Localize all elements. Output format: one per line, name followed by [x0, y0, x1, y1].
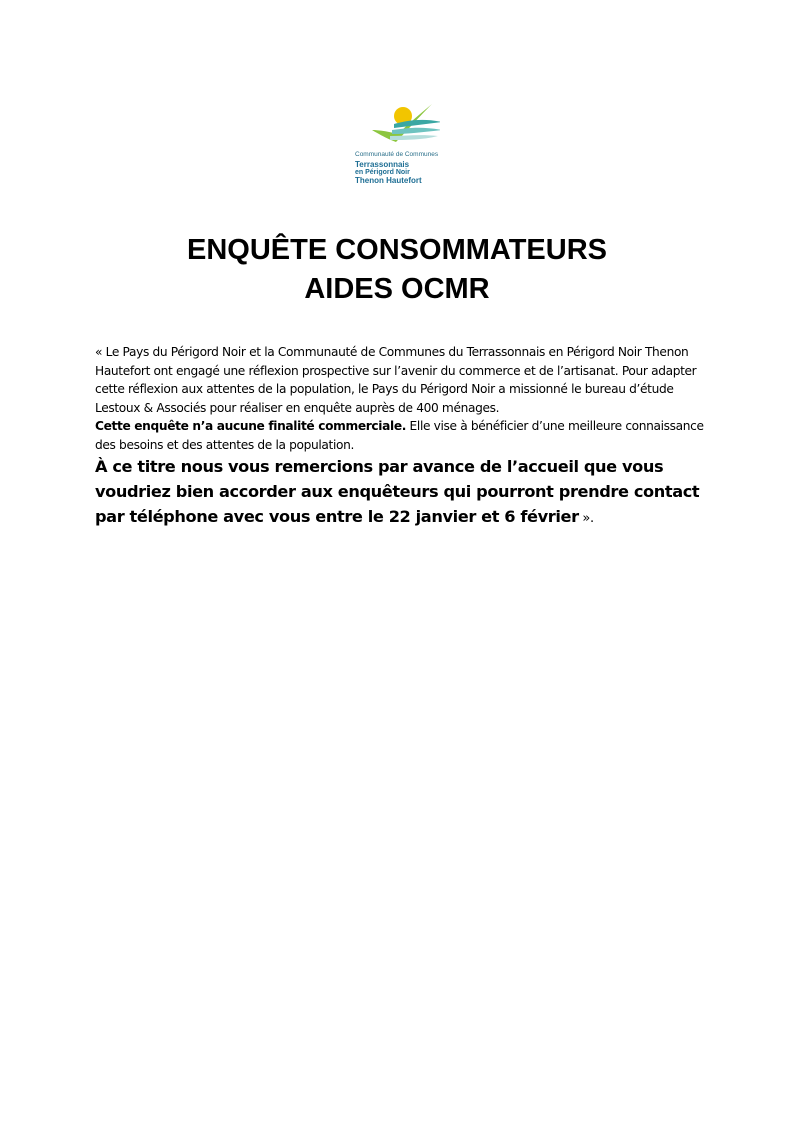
logo-line-community: Communauté de Communes — [355, 151, 439, 158]
page-title-line-2: AIDES OCMR — [304, 273, 490, 305]
closing-end-quote: ». — [578, 511, 594, 526]
page-title-line-1: ENQUÊTE CONSOMMATEURS — [187, 234, 607, 266]
closing-paragraph — [95, 454, 705, 531]
logo-line-terrassonnais: Terrassonnais — [355, 159, 410, 169]
logo-line-thenon: Thenon Hautefort — [355, 175, 422, 185]
closing-text: À ce titre nous vous remercions par avance de l’accueil que vous voudriez bien accorder aux enquêteurs qui pourront prendre contact par téléphone avec vous entre le 22 janvier et 6 février — [95, 457, 700, 526]
logo-emblem-icon — [360, 96, 440, 152]
intro-rest: Elle vise à bénéficier d’une meilleure connaissance des besoins et des attentes de la population. — [95, 419, 704, 452]
intro-text: « Le Pays du Périgord Noir et la Communauté de Communes du Terrassonnais en Périgord Noir Thenon Hautefort ont engagé une réflexion prospective sur l’avenir du commerce et de l’artisanat. Pour adapter cette réflexion aux attentes de la population, le Pays du Périgord Noir a missionné le bureau d’étude Lestoux & Associés pour réaliser en enquête auprès de 400 ménages. — [95, 345, 697, 415]
community-logo — [352, 96, 444, 196]
logo-text — [355, 152, 455, 185]
intro-bold-sentence: Cette enquête n’a aucune finalité commerciale. — [95, 419, 407, 433]
logo-line-perigord: en Périgord Noir — [355, 168, 410, 176]
intro-paragraph — [95, 343, 705, 454]
